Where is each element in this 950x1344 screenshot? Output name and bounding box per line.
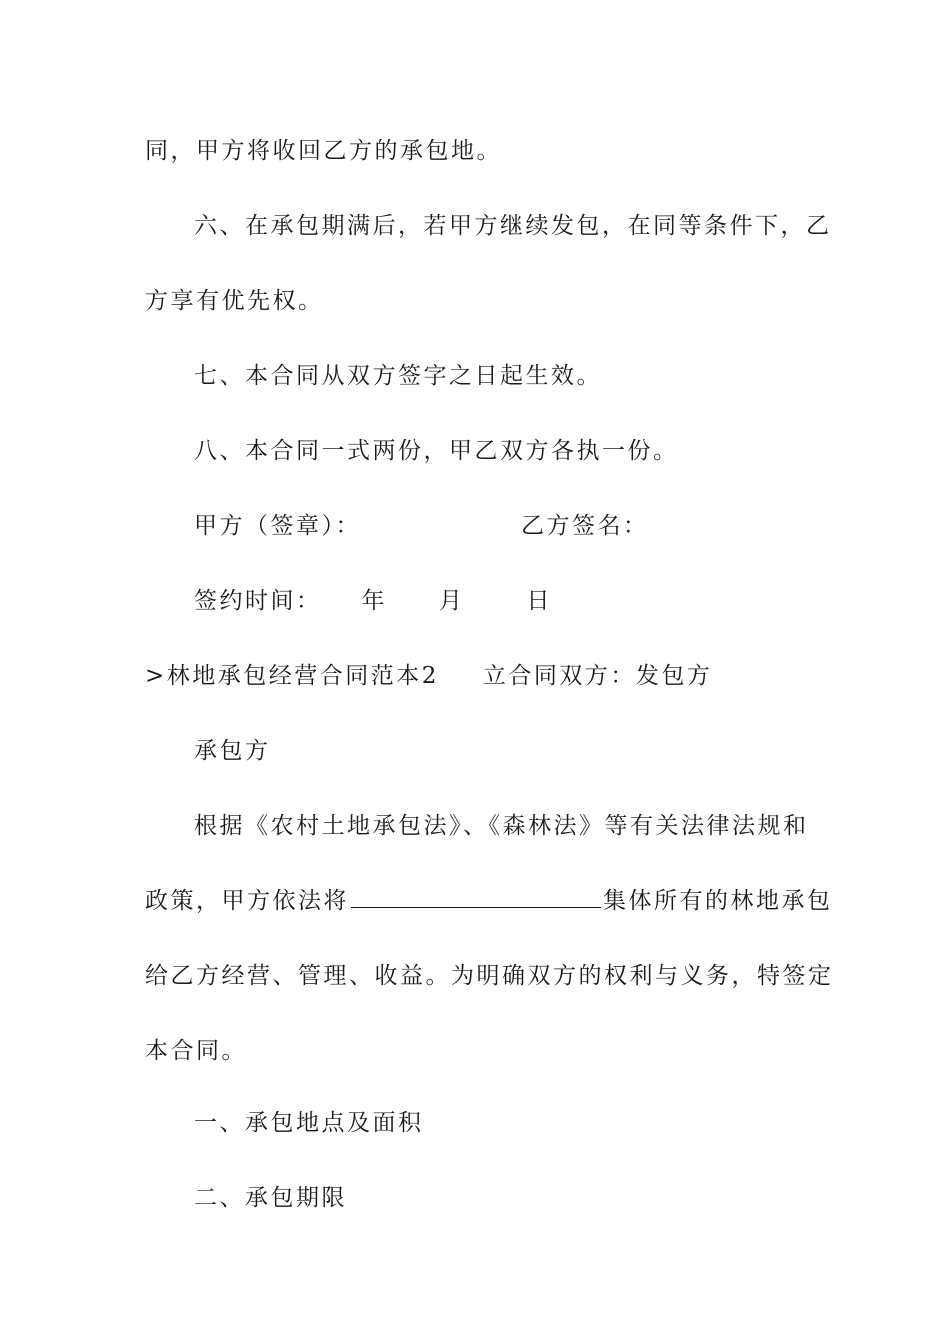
year-label: 年 [361, 588, 387, 614]
contractor-label: 承包方 [194, 738, 271, 764]
month-label: 月 [439, 588, 465, 614]
section-heading-line [145, 661, 712, 691]
section-title: >林地承包经营合同范本2 [145, 663, 439, 689]
fill-in-blank [351, 887, 601, 908]
signature-line [194, 511, 649, 541]
clause-heading: 二、承包期限 [194, 1185, 347, 1211]
signing-date-label: 签约时间： [194, 588, 322, 614]
clause-seven: 七、本合同从双方签字之日起生效。 [194, 363, 602, 389]
text-segment: 集体所有的林地承包 [603, 888, 833, 914]
clause-eight: 八、本合同一式两份，甲乙双方各执一份。 [194, 438, 679, 464]
paragraph-line: 本合同。 [145, 1038, 247, 1064]
paragraph-line: 同，甲方将收回乙方的承包地。 [145, 138, 502, 164]
clause-six: 六、在承包期满后，若甲方继续发包，在同等条件下，乙 [194, 213, 832, 239]
paragraph-line: 方享有优先权。 [145, 288, 324, 314]
paragraph-line [145, 886, 833, 916]
party-b-signature-label: 乙方签名： [521, 513, 649, 539]
contracting-parties-label: 立合同双方：发包方 [482, 663, 713, 689]
paragraph-line: 给乙方经营、管理、收益。为明确双方的权利与义务，特签定 [145, 963, 834, 989]
day-label: 日 [526, 588, 552, 614]
clause-heading: 一、承包地点及面积 [194, 1110, 424, 1136]
text-segment: 政策，甲方依法将 [145, 888, 349, 914]
paragraph-line: 根据《农村土地承包法》、《森林法》等有关法律法规和 [194, 813, 809, 839]
party-a-signature-label: 甲方（签章）： [194, 513, 361, 539]
signing-date-line [194, 586, 552, 616]
